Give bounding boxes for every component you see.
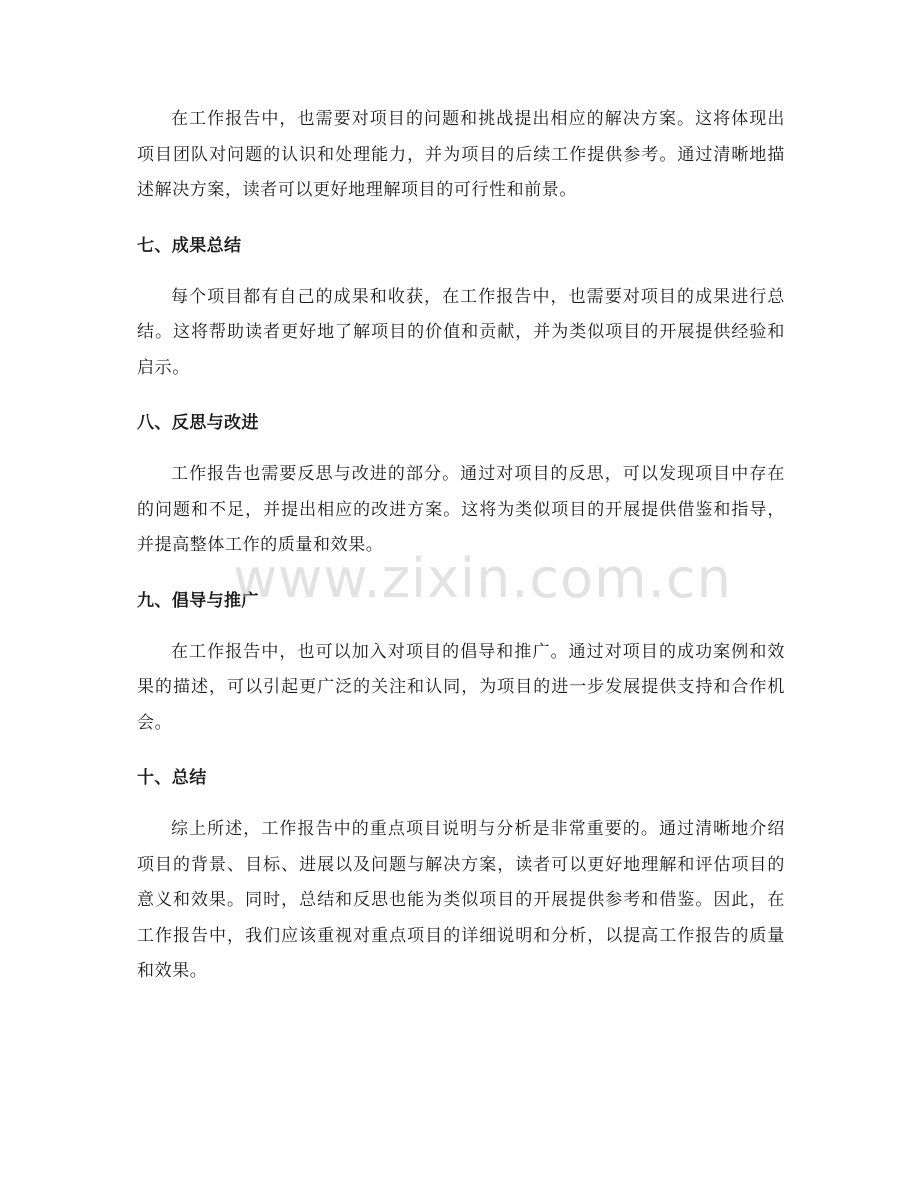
document-body — [137, 102, 785, 990]
section-body-reflection-improvement: 工作报告也需要反思与改进的部分。通过对项目的反思，可以发现项目中存在的问题和不足，并提出相应的改进方案。这将为类似项目的开展提供借鉴和指导，并提高整体工作的质量和效果。 — [137, 464, 785, 555]
section-heading-conclusion: 十、总结 — [137, 768, 207, 788]
section-heading-results-summary: 七、成果总结 — [137, 235, 242, 256]
section-body-advocacy-promotion: 在工作报告中，也可以加入对项目的倡导和推广。通过对项目的成功案例和效果的描述，可以引起更广泛的关注和认同，为项目的进一步发展提供支持和合作机会。 — [137, 641, 785, 733]
section-heading-reflection-improvement: 八、反思与改进 — [137, 413, 259, 433]
watermark-text: www.zixin.com.cn — [233, 547, 732, 610]
section-heading-advocacy-promotion: 九、倡导与推广 — [137, 590, 259, 611]
section-body-conclusion: 综上所述，工作报告中的重点项目说明与分析是非常重要的。通过清晰地介绍项目的背景、目标、进展以及问题与解决方案，读者可以更好地理解和评估项目的意义和效果。同时，总结和反思也能为类似项目的开展提供参考和借鉴。因此，在工作报告中，我们应该重视对重点项目的详细说明和分析，以提高工作报告的质量和效果。 — [137, 819, 785, 981]
section-body-results-summary: 每个项目都有自己的成果和收获，在工作报告中，也需要对项目的成果进行总结。这将帮助读者更好地了解项目的价值和贡献，并为类似项目的开展提供经验和启示。 — [137, 286, 785, 378]
intro-paragraph: 在工作报告中，也需要对项目的问题和挑战提出相应的解决方案。这将体现出项目团队对问题的认识和处理能力，并为项目的后续工作提供参考。通过清晰地描述解决方案，读者可以更好地理解项目的可行性和前景。 — [137, 109, 785, 200]
